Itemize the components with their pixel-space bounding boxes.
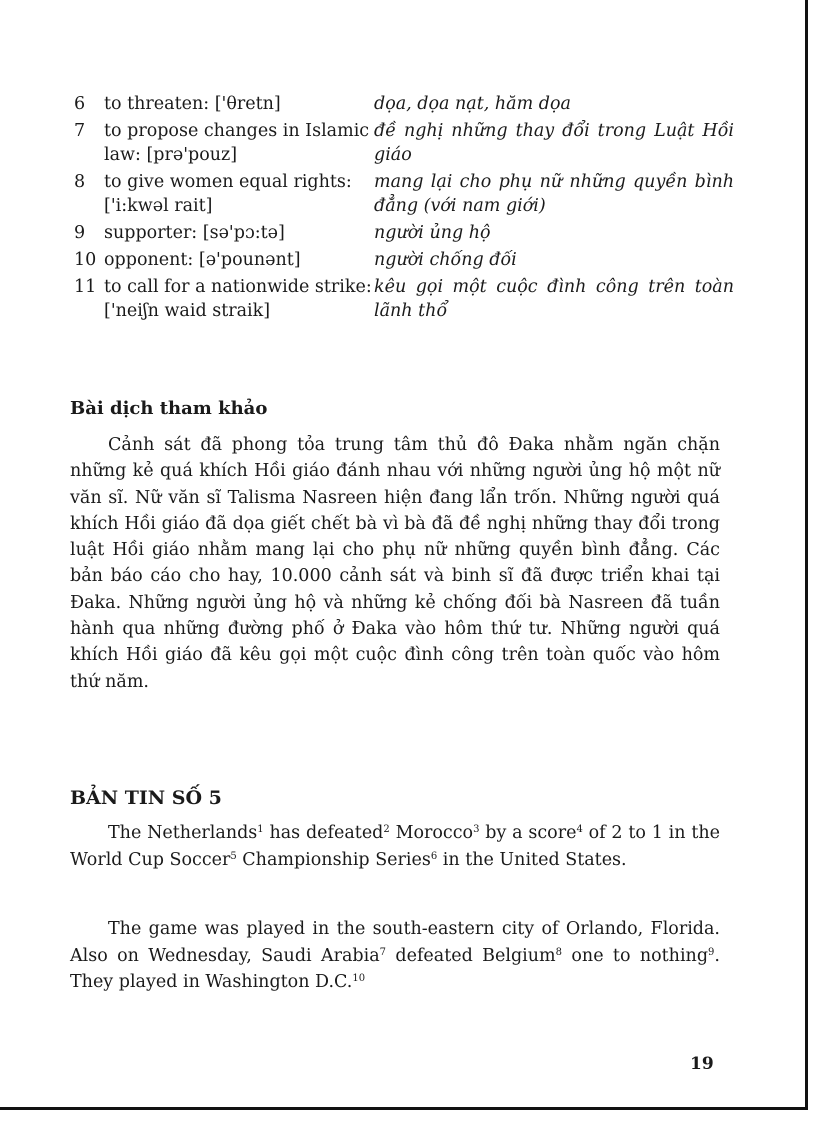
footnote-marker: 2 [383, 824, 390, 835]
vocab-number: 10 [74, 250, 97, 270]
news-text-segment: . They played in Washington D.C. [70, 945, 720, 992]
news-heading: BẢN TIN SỐ 5 [70, 787, 222, 809]
vocab-vietnamese: dọa, dọa nạt, hăm dọa [374, 94, 571, 114]
vocab-row [74, 221, 734, 248]
vocab-english: to threaten: ['θretn] [104, 94, 281, 114]
news-text-segment: The game was played in the south-eastern city of Orlando, Florida. Also on Wednesday, Saudi Arabia [70, 919, 720, 966]
footnote-marker: 5 [230, 850, 237, 862]
news-paragraph-2 [70, 916, 720, 996]
vocab-vietnamese: người ủng hộ [374, 223, 491, 243]
vocab-row [74, 119, 734, 170]
vocab-english: to propose changes in Islamic law: [prə'pouz] [104, 121, 370, 165]
news-text-segment: of 2 to 1 in the World Cup Soccer [70, 823, 721, 870]
footnote-marker: 3 [473, 824, 480, 835]
vocab-vietnamese: mang lại cho phụ nữ những quyền bình đẳng (với nam giới) [374, 172, 734, 216]
vocabulary-table [74, 92, 734, 326]
footnote-marker: 7 [379, 946, 387, 958]
vocab-number: 8 [74, 172, 86, 192]
news-text-segment: Morocco [389, 823, 474, 843]
footnote-marker: 9 [708, 946, 715, 958]
footnote-marker: 8 [555, 946, 563, 958]
news-text-segment: one to nothing [562, 945, 709, 966]
news-text-segment: in the United States. [437, 849, 627, 870]
vocab-number: 9 [74, 223, 86, 243]
footnote-marker: 4 [576, 824, 583, 835]
vocab-number: 7 [74, 121, 86, 141]
vocab-english: to give women equal rights: ['i:kwəl rait] [104, 172, 352, 216]
vocab-english: opponent: [ə'pounənt] [104, 250, 301, 270]
translation-paragraph: Cảnh sát đã phong tỏa trung tâm thủ đô Đaka nhằm ngăn chặn những kẻ quá khích Hồi giáo đánh nhau với những người ủng hộ một nữ văn sĩ. Nữ văn sĩ Talisma Nasreen hiện đang lẩn trốn. Những người quá khích Hồi giáo đã dọa giết chết bà vì bà đã đề nghị những thay đổi trong luật Hồi giáo nhằm mang lại cho phụ nữ những quyền bình đẳng. Các bản báo cáo cho hay, 10.000 cảnh sát và binh sĩ đã được triển khai tại Đaka. Những người ủng hộ và những kẻ chống đối bà Nasreen đã tuần hành qua những đường phố ở Đaka vào hôm thứ tư. Những người quá khích Hồi giáo đã kêu gọi một cuộc đình công trên toàn quốc vào hôm thứ năm. [70, 435, 720, 692]
news-text-segment: has defeated [263, 823, 384, 843]
translation-heading: Bài dịch tham khảo [70, 398, 268, 419]
vocab-vietnamese: kêu gọi một cuộc đình công trên toàn lãnh thổ [374, 277, 734, 321]
vocab-row [74, 92, 734, 119]
vocab-number: 6 [74, 94, 86, 114]
news-text-segment: defeated Belgium [386, 945, 556, 966]
vocab-vietnamese: đề nghị những thay đổi trong Luật Hồi giáo [374, 121, 734, 165]
news-text-segment: Championship Series [236, 849, 431, 870]
vocab-row [74, 275, 734, 326]
footnote-marker: 1 [257, 824, 264, 835]
news-paragraph-1 [70, 820, 720, 873]
news-text-segment: The Netherlands [108, 823, 258, 843]
vocab-row [74, 170, 734, 221]
vocab-vietnamese: người chống đối [374, 250, 517, 270]
vocab-english: to call for a nationwide strike: ['neiʃn waid straik] [104, 277, 372, 321]
news-text-segment: by a score [479, 823, 577, 843]
footnote-marker: 10 [352, 973, 366, 984]
vocab-row [74, 248, 734, 275]
vocab-english: supporter: [sə'pɔ:tə] [104, 223, 285, 243]
footnote-marker: 6 [430, 850, 438, 862]
vocab-number: 11 [74, 277, 97, 297]
page-number: 19 [690, 1054, 714, 1074]
